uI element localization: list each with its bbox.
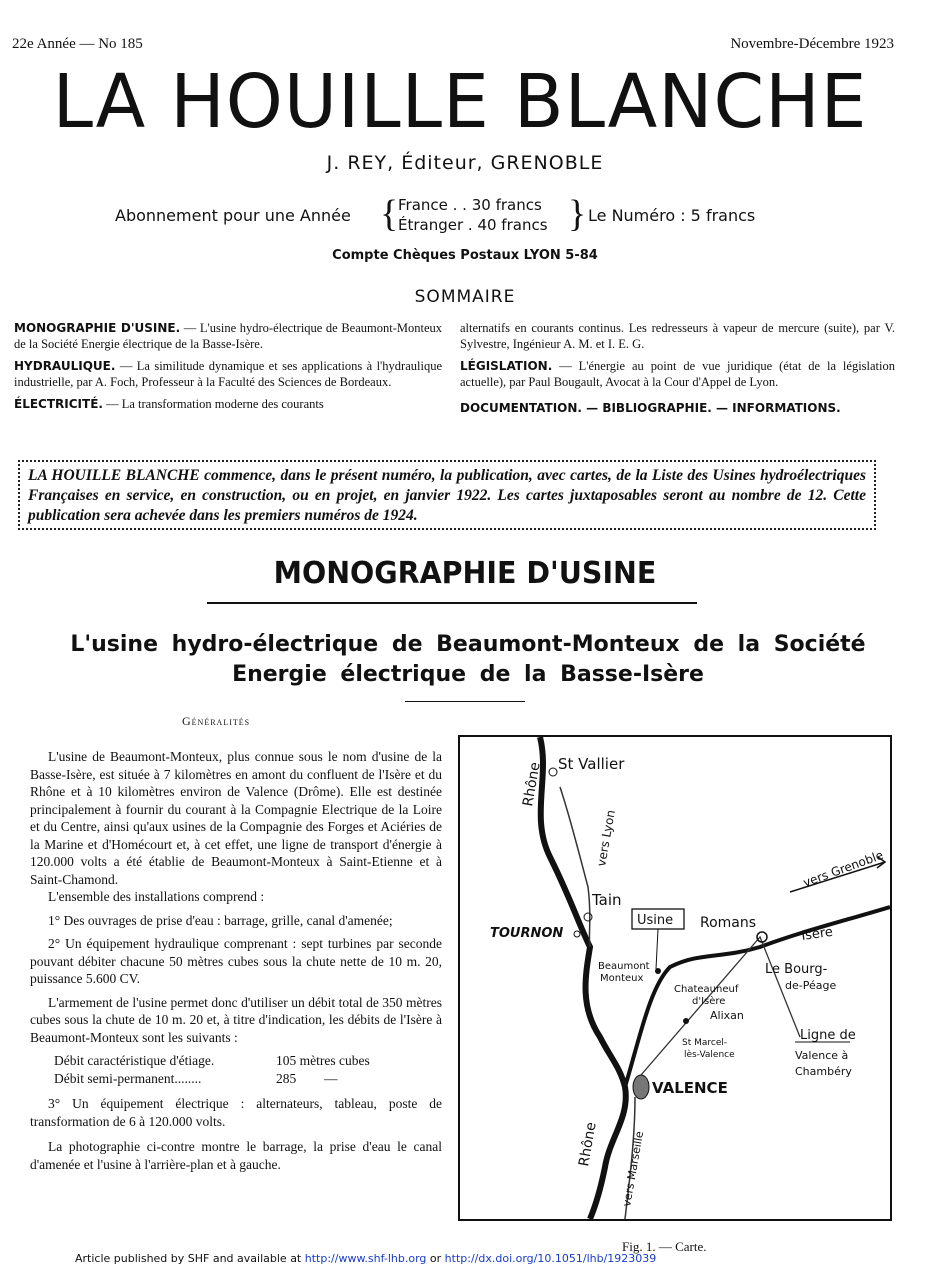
article-body [30,748,442,1173]
item-1: 1° Des ouvrages de prise d'eau : barrage, grille, canal d'amenée; [48,912,393,928]
label-rhone-bottom: Rhône [576,1120,600,1168]
article-title-line1: L'usine hydro-électrique de Beaumont-Monteux de la Société [70,632,866,657]
label-ligne-1: Ligne de [800,1028,856,1043]
label-vers-lyon: vers Lyon [594,808,618,868]
toc-entry-monographie: MONOGRAPHIE D'USINE. — L'usine hydro-électrique de Beaumont-Monteux de la Société Energie électrique de la Basse-Isère. [14,321,442,351]
sommaire-left-column [14,320,442,412]
section-rule [207,602,697,604]
label-vers-marseille: vers Marseille [620,1130,647,1208]
footer-mid: or [426,1252,445,1265]
label-monteux: Monteux [600,973,644,984]
sommaire-right-column [460,320,895,416]
town-marker-beaumont [655,968,661,974]
footer-link-doi[interactable]: http://dx.doi.org/10.1051/lhb/1923039 [444,1252,657,1265]
toc-entry-hydraulique: HYDRAULIQUE. — La similitude dynamique et ses applications à l'hydraulique industrielle, par A. Foch, Professeur à la Faculté des Sciences de Bordeaux. [14,359,442,389]
sommaire-title: SOMMAIRE [414,287,516,307]
label-beaumont: Beaumont [598,961,650,972]
label-disere: d'Isère [692,996,726,1007]
toc-entry-legislation: LÉGISLATION. — L'énergie au point de vue juridique (état de la législation actuelle), par Paul Bougault, Avocat à la Cour d'Appel de Lyon. [460,359,895,389]
label-usine: Usine [637,913,674,928]
label-alixan: Alixan [710,1009,744,1022]
paragraph-3: L'armement de l'usine permet donc d'utiliser un débit total de 350 mètres cubes sous la chute de 10 m. 20 et, à titre d'indication, les débits de l'Isère à Beaumont-Monteux sont les suivants : [30,994,442,1045]
debit-row: Débit semi-permanent........ 285 — [54,1070,338,1086]
label-isere: Isère [800,924,834,944]
paragraph-1: L'usine de Beaumont-Monteux, plus connue sous le nom d'usine de la Basse-Isère, est située à 7 kilomètres en amont du confluent de l'Isère et du Rhône et à 10 kilomètres environ de Valence (Drôme). Elle est destinée principalement à fournir du courant à la Compagnie Electrique de la Loire et du Centre, ainsi qu'aux usines de la Compagnie des Forges et Aciéries de la Marine et d'Homécourt et, à cet effet, une ligne de transport d'énergie à 120.000 volts a été établie de Beaumont-Monteux à Saint-Etienne et à Saint-Chamond. [30,749,442,887]
article-title [18,630,918,690]
brace-left: { [380,193,399,235]
label-ligne-3: Chambéry [795,1065,852,1078]
footer-link-shf[interactable]: http://www.shf-lhb.org [304,1252,427,1265]
town-marker-st-vallier [549,768,557,776]
label-tain: Tain [592,891,622,909]
ccp-line: Compte Chèques Postaux LYON 5-84 [332,248,598,263]
label-les-valence: lès-Valence [684,1050,735,1060]
paragraph-2: L'ensemble des installations comprend : [48,889,265,904]
map-figure [458,735,892,1221]
town-marker-valence [633,1075,649,1099]
notice-box: LA HOUILLE BLANCHE commence, dans le présent numéro, la publication, avec cartes, de la Liste des Usines hydroélectriques Françaises en service, en construction, ou en projet, en janvier 1922. Les cartes juxtaposables seront au nombre de 12. Cette publication sera achevée dans les premiers numéros de 1924. [18,460,876,530]
price-france: France . . 30 francs [398,196,542,214]
toc-entry-electricite-cont: alternatifs en courants continus. Les redresseurs à vapeur de mercure (suite), par V. Sylvestre, Ingénieur A. M. et I. E. G. [460,321,895,351]
toc-entry-electricite: ÉLECTRICITÉ. — La transformation moderne des courants [14,397,324,411]
price-etranger: Étranger . 40 francs [398,216,548,234]
rail-lyon [560,787,590,947]
footer-line [75,1252,656,1265]
label-st-vallier: St Vallier [558,755,625,773]
debit-table [30,1052,442,1087]
issue-number: 22e Année — No 185 [12,36,143,52]
town-marker-alixan [683,1018,689,1024]
map-caption: Fig. 1. — Carte. [622,1239,707,1254]
subscription-label: Abonnement pour une Année [115,206,351,225]
subheading: Généralités [182,714,251,728]
brace-right: } [568,193,587,235]
town-marker-tain [584,913,592,921]
paragraph-4: La photographie ci-contre montre le barrage, la prise d'eau le canal d'amenée et l'usine à l'arrière-plan et à gauche. [30,1139,442,1172]
label-tournon: TOURNON [490,926,564,941]
item-3: 3° Un équipement électrique : alternateurs, tableau, poste de transformation de 6 à 120.000 volts. [30,1096,442,1129]
label-st-marcel: St Marcel- [682,1038,728,1048]
label-rhone-top: Rhône [520,760,544,808]
section-title: MONOGRAPHIE D'USINE [273,556,657,591]
label-vers-grenoble: vers Grenoble [801,847,886,890]
label-ligne-2: Valence à [795,1049,849,1062]
footer-prefix: Article published by SHF and available at [75,1252,305,1265]
masthead-title: LA HOUILLE BLANCHE [52,59,868,145]
article-title-line2: Energie électrique de la Basse-Isère [232,662,704,687]
debit-row: Débit caractéristique d'étiage. 105 mètres cubes [54,1053,370,1068]
toc-entry-documentation: DOCUMENTATION. — BIBLIOGRAPHIE. — INFORMATIONS. [460,401,841,415]
label-bourg: Le Bourg- [765,962,828,977]
title-rule [405,701,525,702]
usine-pointer [656,929,658,969]
issue-date: Novembre-Décembre 1923 [730,36,894,52]
map-drawing [460,737,890,1219]
label-romans: Romans [700,915,757,931]
item-2: 2° Un équipement hydraulique comprenant : sept turbines par seconde pouvant débiter chacune 50 mètres cubes sous la chute nette de 10 m. 20, puissance 5.600 CV. [30,936,442,986]
label-valence: VALENCE [652,1079,728,1097]
label-chateauneuf: Chateauneuf [674,984,739,995]
price-number: Le Numéro : 5 francs [588,206,756,225]
editor-line: J. REY, Éditeur, GRENOBLE [326,152,604,174]
town-marker-tournon [574,931,580,937]
label-peage: de-Péage [785,979,837,992]
